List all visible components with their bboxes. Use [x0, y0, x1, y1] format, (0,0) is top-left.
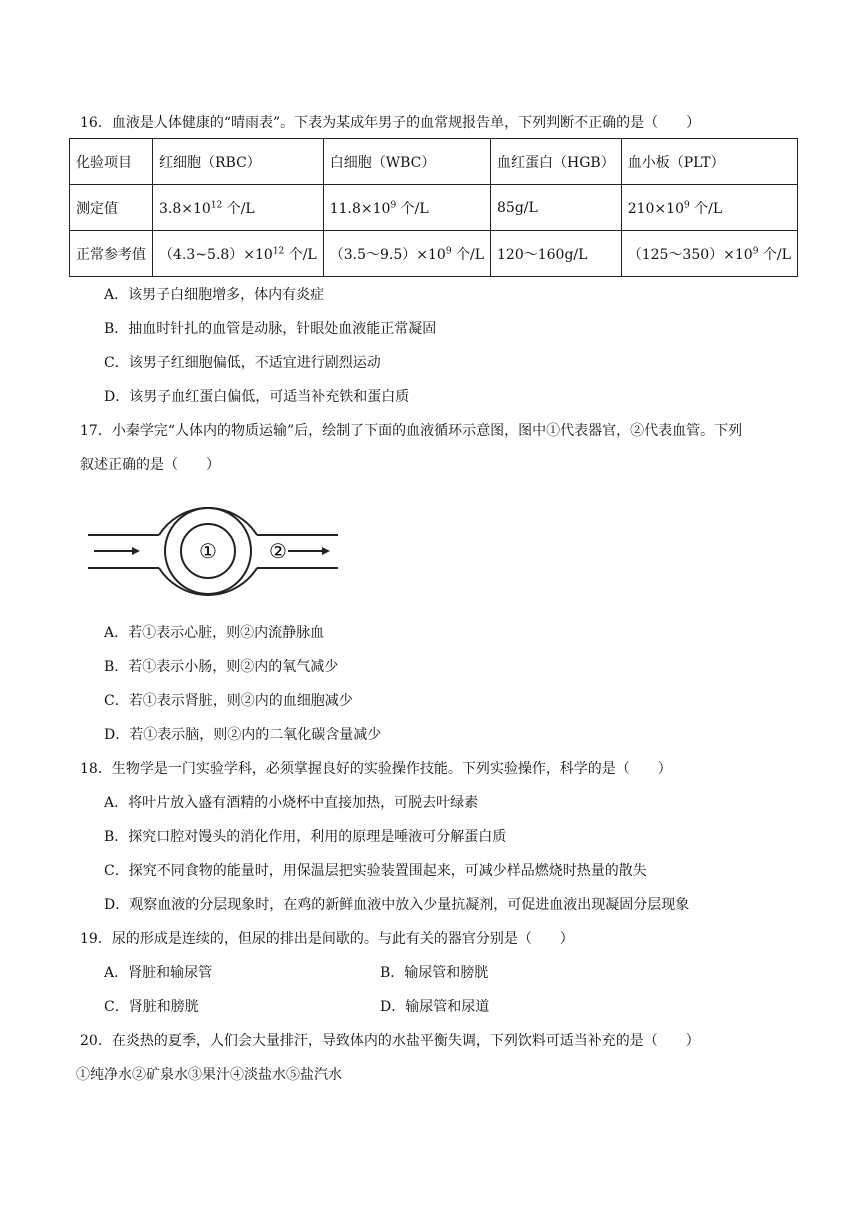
table-cell: 85g/L: [491, 185, 622, 231]
table-cell: $(125\sim 350)\times 10^9$ 个/L: [621, 231, 797, 277]
row-label: 正常参考值: [70, 231, 153, 277]
table-row: [70, 231, 798, 277]
q17-option-a: A．若①表示心脏，则②内流静脉血: [104, 625, 325, 641]
q18-option-c: C．探究不同食物的能量时，用保温层把实验装置围起来，可减少样品燃烧时热量的散失: [104, 863, 647, 879]
header-cell: 血小板（PLT）: [621, 139, 797, 185]
q20-stem: 20．在炎热的夏季，人们会大量排汗，导致体内的水盐平衡失调，下列饮料可适当补充的是（ ）: [80, 1033, 700, 1049]
header-cell: 红细胞（RBC）: [153, 139, 324, 185]
table-cell: $(4.3\sim 5.8)\times 10^{12}$ 个/L: [153, 231, 324, 277]
q19-option-d: D．输尿管和尿道: [380, 999, 490, 1015]
q17-option-d: D．若①表示脑，则②内的二氧化碳含量减少: [104, 727, 382, 743]
q16-option-a: A．该男子白细胞增多，体内有炎症: [104, 287, 325, 303]
q19-option-a: A．肾脏和输尿管: [104, 965, 213, 981]
q16-option-b: B．抽血时针扎的血管是动脉，针眼处血液能正常凝固: [104, 321, 437, 337]
q16-option-c: C．该男子红细胞偏低，不适宜进行剧烈运动: [104, 355, 381, 371]
row-label: 测定值: [70, 185, 153, 231]
table-cell: $3.8\times 10^{12}$ 个/L: [153, 185, 324, 231]
q18-stem: 18．生物学是一门实验学科，必须掌握良好的实验操作技能。下列实验操作，科学的是（ ）: [80, 761, 672, 777]
table-row: [70, 185, 798, 231]
q19-option-b: B．输尿管和膀胱: [380, 965, 489, 981]
blood-circulation-diagram: [88, 488, 348, 614]
q16-stem: 16．血液是人体健康的“晴雨表”。下表为某成年男子的血常规报告单，下列判断不正确的是（ ）: [80, 115, 701, 131]
table-cell: $(3.5\sim 9.5)\times 10^9$ 个/L: [323, 231, 490, 277]
vessel-label: ②: [269, 539, 287, 563]
table-cell: $210\times 10^9$ 个/L: [621, 185, 797, 231]
table-cell: $11.8\times 10^9$ 个/L: [323, 185, 490, 231]
header-cell: 血红蛋白（HGB）: [491, 139, 622, 185]
blood-report-table: [69, 138, 798, 277]
table-row: [70, 139, 798, 185]
q17-stem-line2: 叙述正确的是（ ）: [80, 457, 220, 473]
header-cell: 化验项目: [70, 139, 153, 185]
q18-option-b: B．探究口腔对馒头的消化作用，利用的原理是唾液可分解蛋白质: [104, 829, 507, 845]
header-cell: 白细胞（WBC）: [323, 139, 490, 185]
q18-option-a: A．将叶片放入盛有酒精的小烧杯中直接加热，可脱去叶绿素: [104, 795, 479, 811]
q19-stem: 19．尿的形成是连续的，但尿的排出是间歇的。与此有关的器官分别是（ ）: [80, 931, 574, 947]
q19-option-c: C．肾脏和膀胱: [104, 999, 199, 1015]
q17-stem-line1: 17．小秦学完“人体内的物质运输”后，绘制了下面的血液循环示意图，图中①代表器官，②代表血管。下列: [80, 423, 743, 439]
q16-option-d: D．该男子血红蛋白偏低，可适当补充铁和蛋白质: [104, 389, 410, 405]
table-cell: 120～160g/L: [491, 231, 622, 277]
q17-option-b: B．若①表示小肠，则②内的氧气减少: [104, 659, 339, 675]
q18-option-d: D．观察血液的分层现象时，在鸡的新鲜血液中放入少量抗凝剂，可促进血液出现凝固分层现象: [104, 897, 690, 913]
organ-label: ①: [199, 539, 217, 563]
q20-items: ①纯净水②矿泉水③果汁④淡盐水⑤盐汽水: [76, 1067, 342, 1083]
q17-option-c: C．若①表示肾脏，则②内的血细胞减少: [104, 693, 353, 709]
